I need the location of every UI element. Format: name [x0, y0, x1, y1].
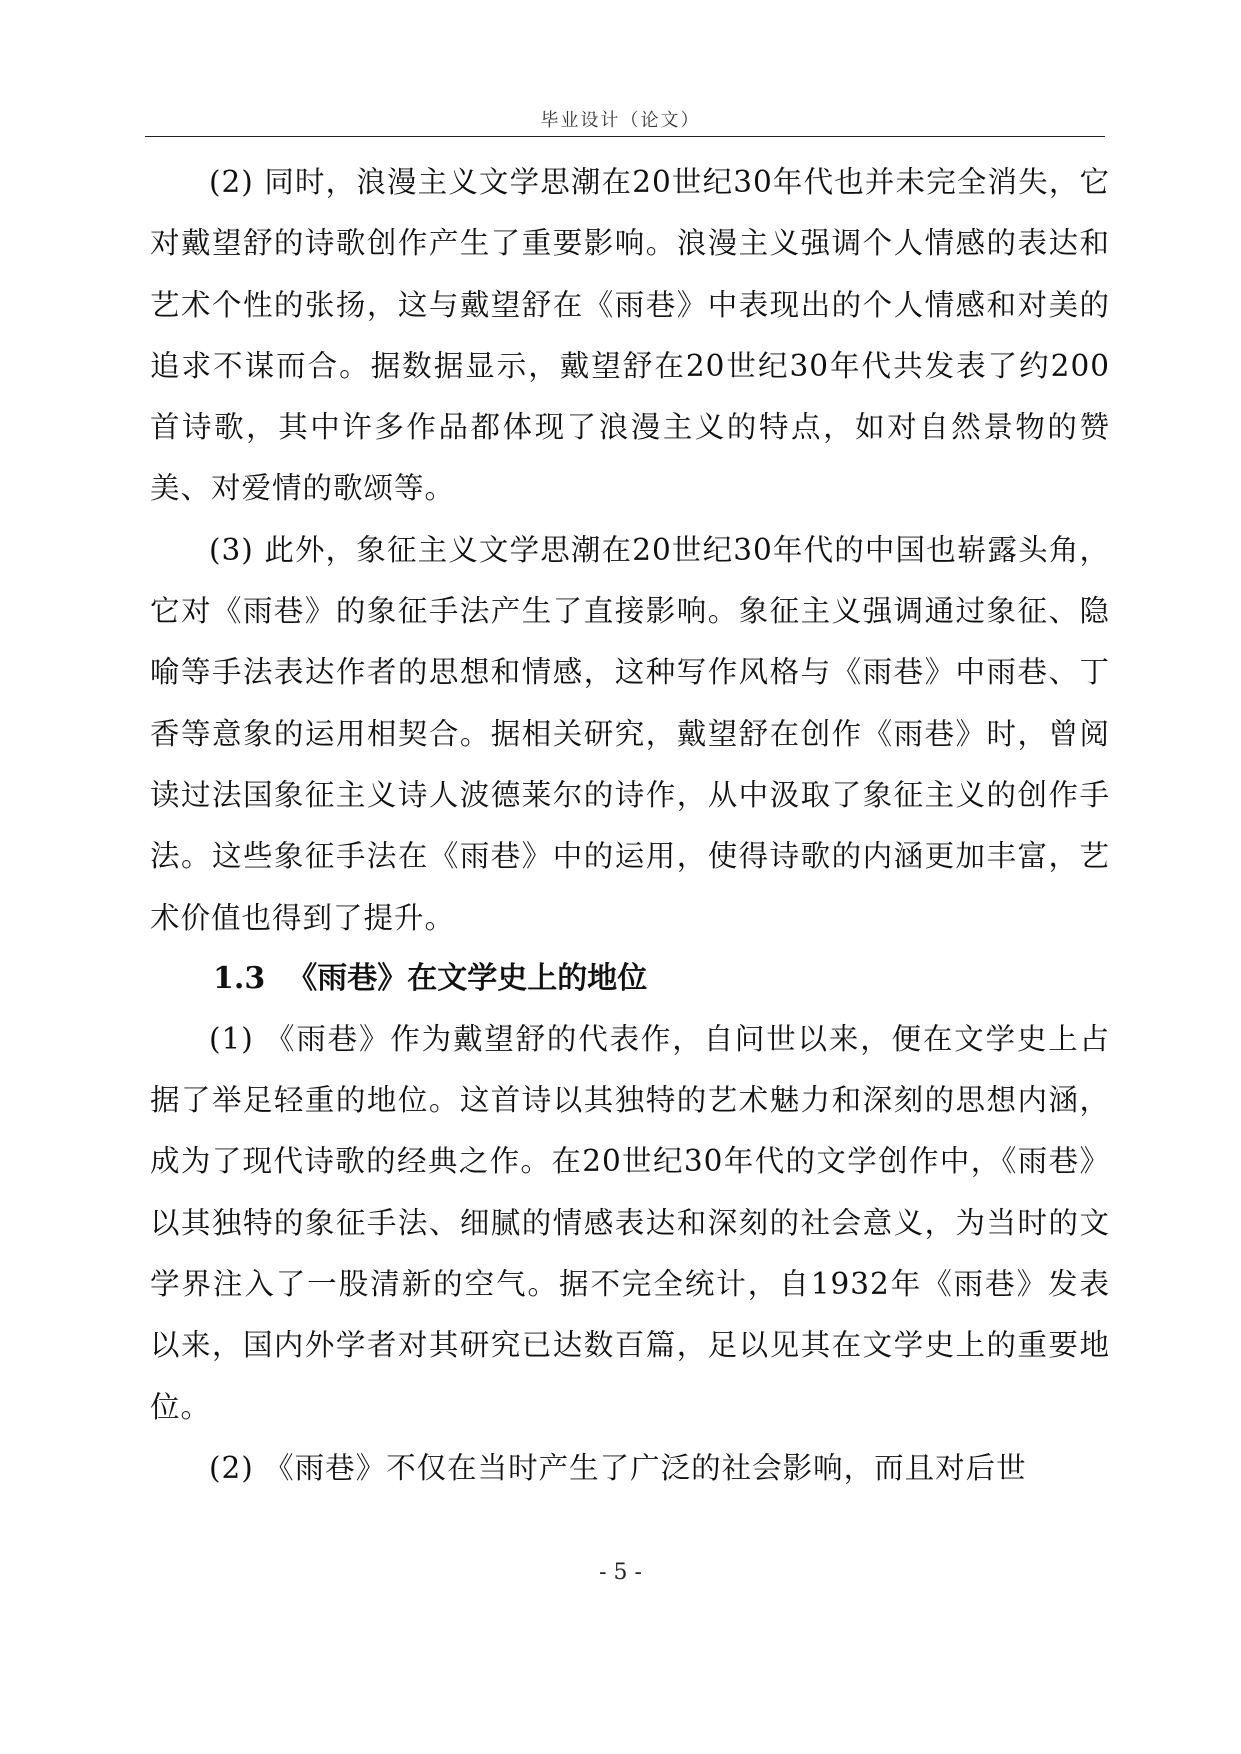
page-number: - 5 -: [599, 1560, 642, 1585]
section-paragraph-1: (1) 《雨巷》作为戴望舒的代表作，自问世以来，便在文学史上占据了举足轻重的地位。这首诗以其独特的艺术魅力和深刻的思想内涵，成为了现代诗歌的经典之作。在20世纪30年代的文学创作中，《雨巷》以其独特的象征手法、细腻的情感表达和深刻的社会意义，为当时的文学界注入了一股清新的空气。据不完全统计，自1932年《雨巷》发表以来，国内外学者对其研究已达数百篇，足以见其在文学史上的重要地位。: [150, 1021, 1110, 1424]
header-rule: [145, 136, 1105, 137]
section-paragraph-2: (2) 《雨巷》不仅在当时产生了广泛的社会影响，而且对后世: [209, 1450, 1027, 1485]
body-text: [150, 152, 1110, 1499]
paragraph-3: (3) 此外，象征主义文学思潮在20世纪30年代的中国也崭露头角，它对《雨巷》的象征手法产生了直接影响。象征主义强调通过象征、隐喻等手法表达作者的思想和情感，这种写作风格与《雨巷》中雨巷、丁香等意象的运用相契合。据相关研究，戴望舒在创作《雨巷》时，曾阅读过法国象征主义诗人波德莱尔的诗作，从中汲取了象征主义的创作手法。这些象征手法在《雨巷》中的运用，使得诗歌的内涵更加丰富，艺术价值也得到了提升。: [150, 532, 1110, 935]
section-number: 1.3: [213, 960, 266, 996]
paragraph-2: (2) 同时，浪漫主义文学思潮在20世纪30年代也并未完全消失，它对戴望舒的诗歌创作产生了重要影响。浪漫主义强调个人情感的表达和艺术个性的张扬，这与戴望舒在《雨巷》中表现出的个人情感和对美的追求不谋而合。据数据显示，戴望舒在20世纪30年代共发表了约200首诗歌，其中许多作品都体现了浪漫主义的特点，如对自然景物的赞美、对爱情的歌颂等。: [150, 165, 1110, 506]
section-heading: [150, 949, 1110, 1009]
page-header: 毕业设计（论文）: [540, 110, 701, 131]
section-title: 《雨巷》在文学史上的地位: [287, 960, 648, 996]
